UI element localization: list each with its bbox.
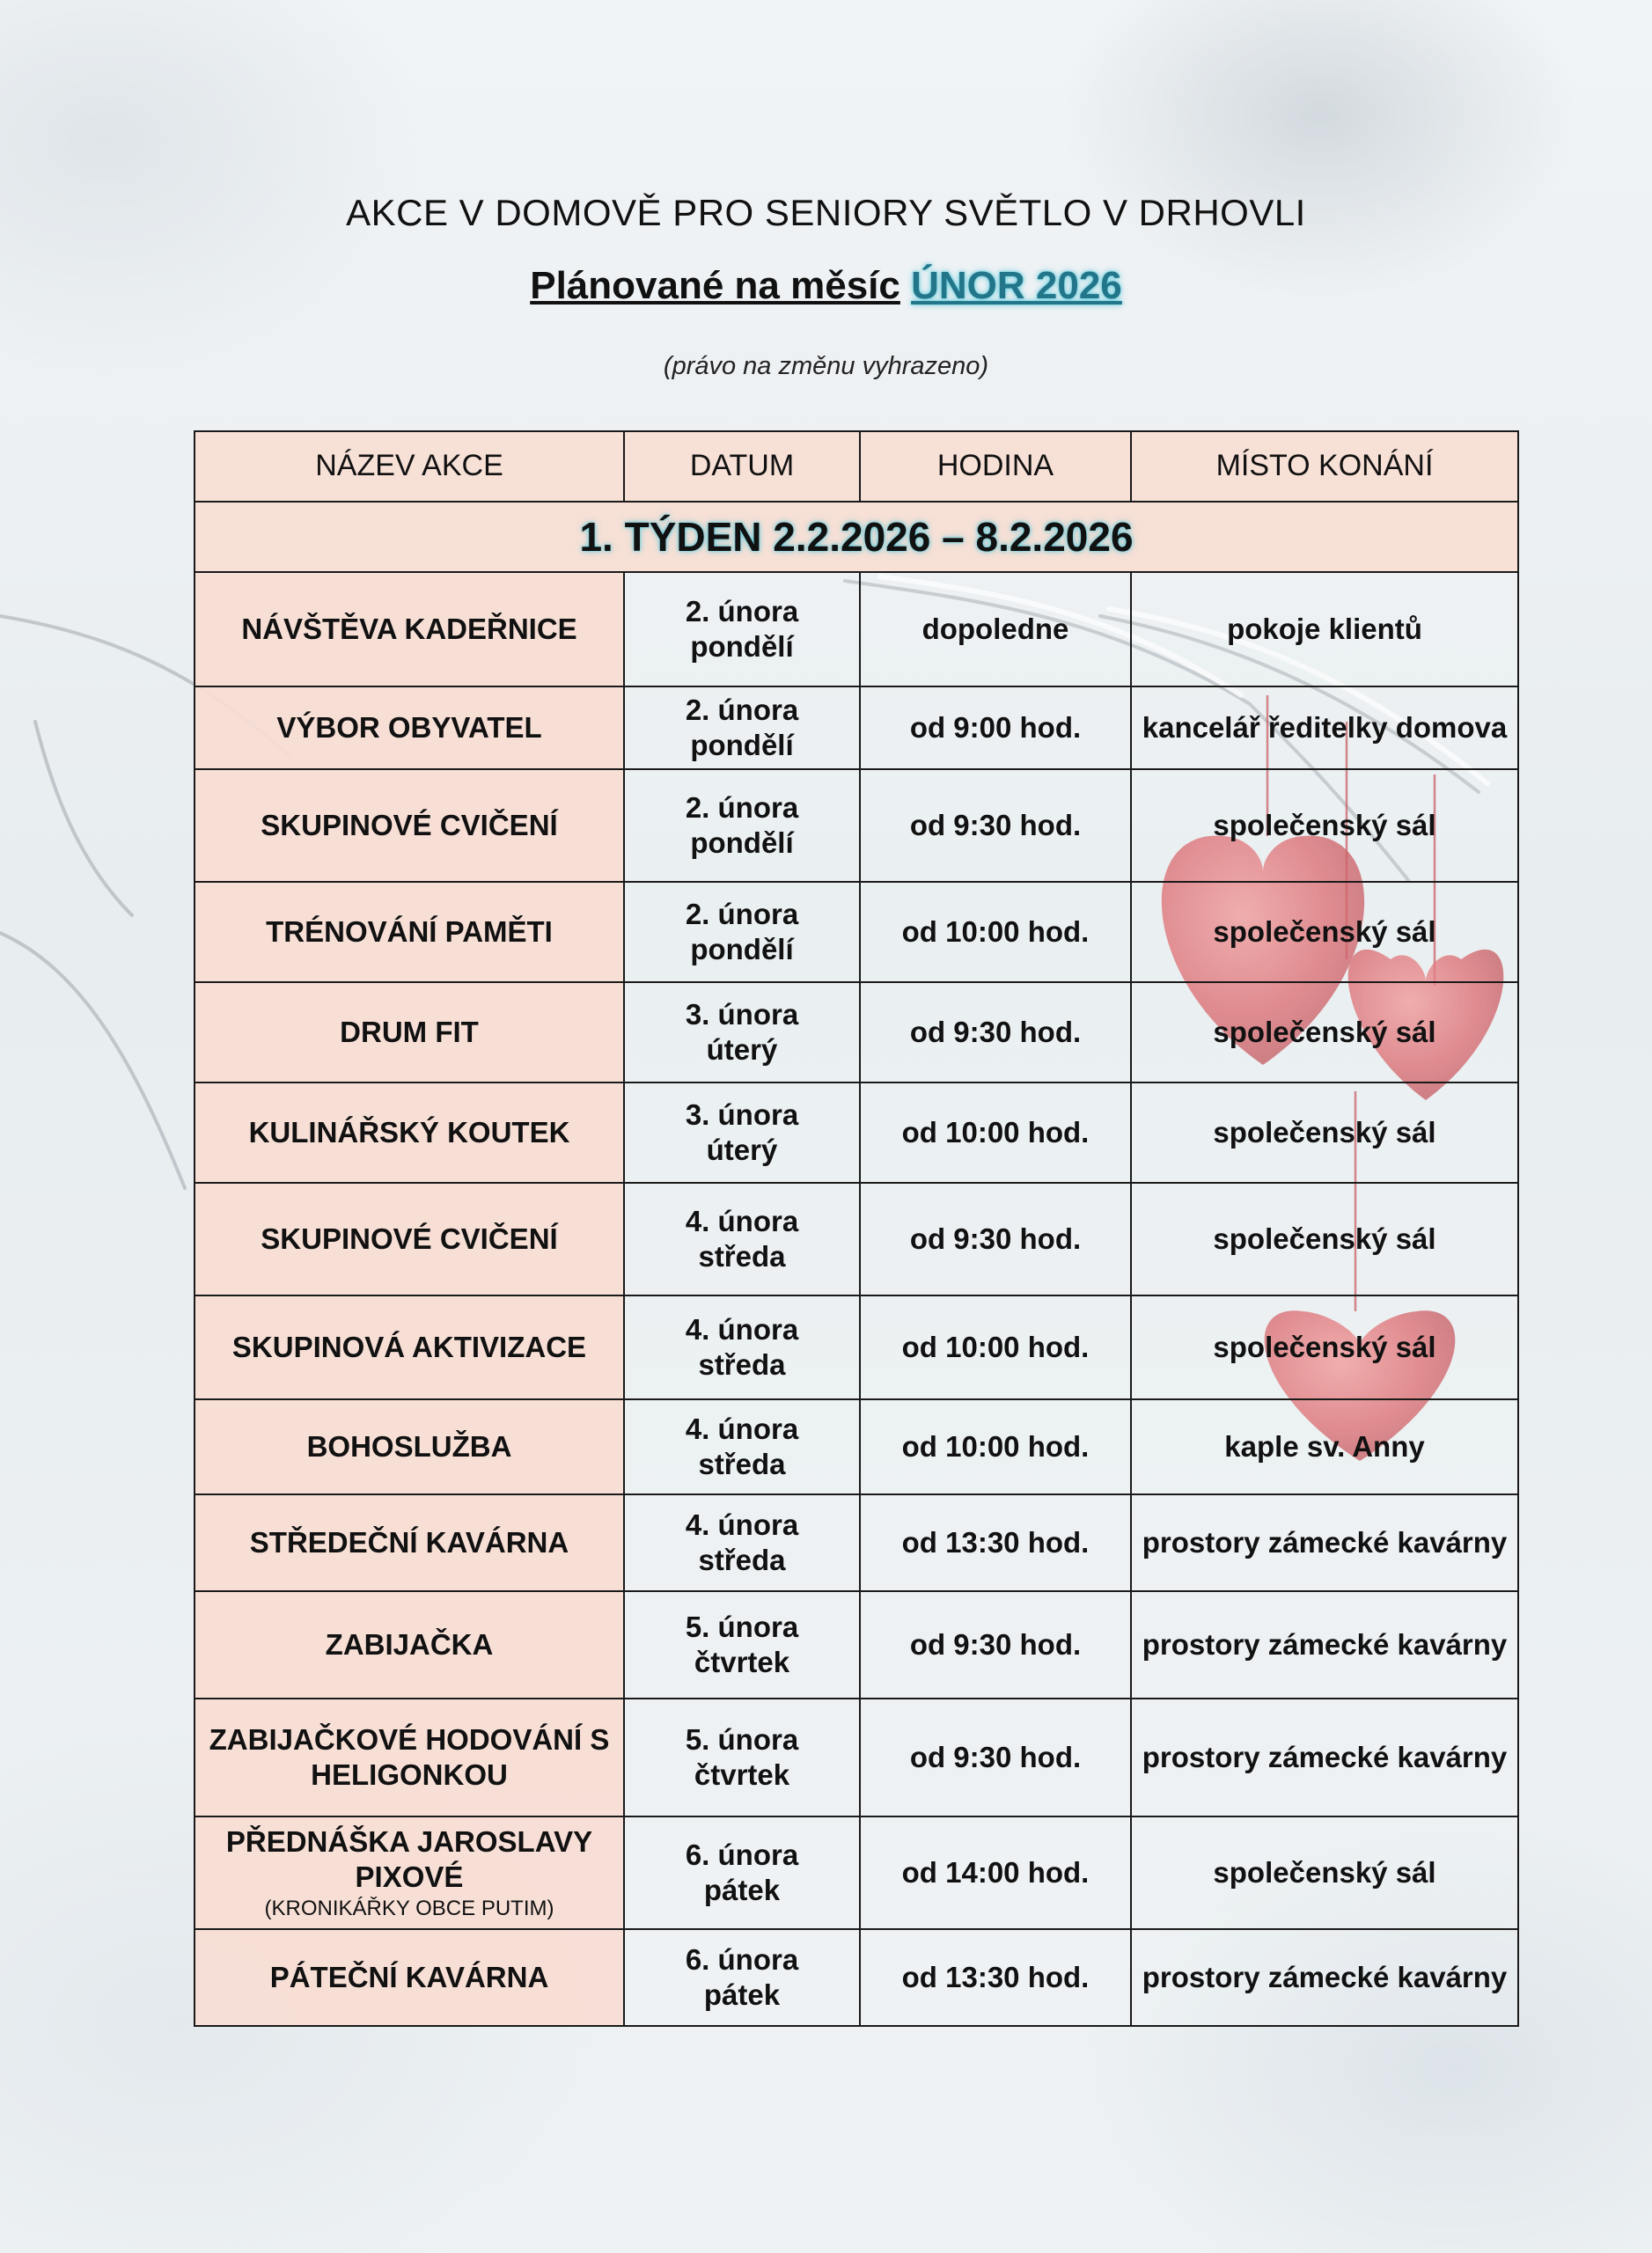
event-date-cell [624, 686, 860, 769]
event-date: 4. února [685, 1508, 799, 1541]
event-name: VÝBOR OBYVATEL [276, 710, 542, 744]
event-date-cell [624, 1591, 860, 1699]
table-row [195, 572, 1518, 686]
event-place: prostory zámecké kavárny [1131, 1929, 1518, 2026]
event-name-cell [195, 1494, 624, 1591]
event-day: pátek [703, 1978, 781, 2011]
event-day: pondělí [690, 933, 794, 965]
event-name-cell [195, 1183, 624, 1295]
event-name: SKUPINOVÉ CVIČENÍ [261, 1222, 558, 1255]
event-time: od 10:00 hod. [860, 1295, 1131, 1399]
event-date-cell [624, 982, 860, 1082]
event-name-cell [195, 1295, 624, 1399]
event-name: ZABIJAČKA [325, 1627, 494, 1661]
table-row [195, 686, 1518, 769]
event-day: pátek [703, 1874, 781, 1906]
event-date-cell [624, 1699, 860, 1816]
event-name-cell [195, 882, 624, 982]
event-name: SKUPINOVÁ AKTIVIZACE [231, 1330, 587, 1363]
event-name-cell [195, 572, 624, 686]
event-place: prostory zámecké kavárny [1131, 1699, 1518, 1816]
subtitle-month: ÚNOR 2026 [911, 264, 1122, 307]
event-place: kancelář ředitelky domova [1131, 686, 1518, 769]
event-date: 5. února [685, 1722, 799, 1756]
event-date: 4. února [685, 1412, 799, 1445]
table-row [195, 1816, 1518, 1929]
event-time: od 10:00 hod. [860, 1399, 1131, 1494]
table-row [195, 769, 1518, 882]
event-date-cell [624, 1183, 860, 1295]
page-subtitle [0, 264, 1652, 308]
event-name: ZABIJAČKOVÉ HODOVÁNÍ S HELIGONKOU [209, 1722, 610, 1791]
event-name-cell [195, 1399, 624, 1494]
column-header-date: DATUM [624, 431, 860, 502]
table-row [195, 982, 1518, 1082]
event-time: od 9:00 hod. [860, 686, 1131, 769]
event-name: BOHOSLUŽBA [306, 1429, 512, 1463]
event-place: společenský sál [1131, 1183, 1518, 1295]
event-place: prostory zámecké kavárny [1131, 1591, 1518, 1699]
event-day: úterý [706, 1134, 778, 1166]
event-name: STŘEDEČNÍ KAVÁRNA [249, 1525, 569, 1559]
event-time: od 10:00 hod. [860, 882, 1131, 982]
event-place: společenský sál [1131, 882, 1518, 982]
event-name: TRÉNOVÁNÍ PAMĚTI [266, 914, 553, 948]
event-place: společenský sál [1131, 1295, 1518, 1399]
event-place: prostory zámecké kavárny [1131, 1494, 1518, 1591]
table-row [195, 1699, 1518, 1816]
event-day: středa [698, 1448, 786, 1480]
event-name-cell [195, 982, 624, 1082]
event-name: DRUM FIT [340, 1015, 479, 1048]
event-time: od 13:30 hod. [860, 1929, 1131, 2026]
event-date-cell [624, 769, 860, 882]
event-place: společenský sál [1131, 1082, 1518, 1183]
event-time: od 9:30 hod. [860, 1183, 1131, 1295]
event-date: 3. února [685, 997, 799, 1031]
event-time: dopoledne [860, 572, 1131, 686]
event-day: čtvrtek [694, 1758, 790, 1791]
event-name-cell [195, 769, 624, 882]
week-row [195, 502, 1518, 572]
event-time: od 9:30 hod. [860, 982, 1131, 1082]
column-header-name: NÁZEV AKCE [195, 431, 624, 502]
event-date: 2. února [685, 693, 799, 726]
event-place: kaple sv. Anny [1131, 1399, 1518, 1494]
table-row [195, 882, 1518, 982]
column-header-time: HODINA [860, 431, 1131, 502]
event-date: 2. února [685, 594, 799, 627]
event-day: pondělí [690, 826, 794, 859]
event-day: pondělí [690, 729, 794, 761]
event-date-cell [624, 1082, 860, 1183]
event-name-note: (KRONIKÁŘKY OBCE PUTIM) [264, 1896, 554, 1920]
event-day: středa [698, 1240, 786, 1273]
event-name-cell [195, 686, 624, 769]
event-date: 5. února [685, 1610, 799, 1643]
event-name-cell [195, 1591, 624, 1699]
event-name: NÁVŠTĚVA KADEŘNICE [241, 612, 577, 645]
event-place: pokoje klientů [1131, 572, 1518, 686]
table-header-row [195, 431, 1518, 502]
event-date-cell [624, 1399, 860, 1494]
event-date: 6. února [685, 1942, 799, 1976]
subtitle-lead: Plánované na měsíc [530, 264, 900, 307]
event-place: společenský sál [1131, 769, 1518, 882]
event-date: 2. února [685, 790, 799, 824]
event-day: středa [698, 1544, 786, 1576]
event-time: od 14:00 hod. [860, 1816, 1131, 1929]
events-table [194, 430, 1519, 2027]
table-row [195, 1082, 1518, 1183]
event-name-cell [195, 1699, 624, 1816]
table-row [195, 1929, 1518, 2026]
table-row [195, 1591, 1518, 1699]
event-name: PŘEDNÁŠKA JAROSLAVY PIXOVÉ [225, 1825, 593, 1894]
event-date: 6. února [685, 1838, 799, 1871]
event-day: čtvrtek [694, 1646, 790, 1678]
event-date: 4. února [685, 1312, 799, 1346]
event-time: od 9:30 hod. [860, 1699, 1131, 1816]
event-place: společenský sál [1131, 1816, 1518, 1929]
event-time: od 10:00 hod. [860, 1082, 1131, 1183]
event-time: od 9:30 hod. [860, 1591, 1131, 1699]
table-row [195, 1295, 1518, 1399]
table-row [195, 1183, 1518, 1295]
page-title: AKCE V DOMOVĚ PRO SENIORY SVĚTLO V DRHOVLI [346, 192, 1306, 233]
event-place: společenský sál [1131, 982, 1518, 1082]
event-name: KULINÁŘSKÝ KOUTEK [248, 1115, 570, 1149]
event-name-cell [195, 1929, 624, 2026]
event-date: 2. února [685, 897, 799, 930]
event-name: PÁTEČNÍ KAVÁRNA [269, 1960, 549, 1993]
event-date-cell [624, 1929, 860, 2026]
event-name-cell [195, 1082, 624, 1183]
week-label: 1. TÝDEN 2.2.2026 – 8.2.2026 [195, 502, 1518, 572]
event-name-cell [195, 1816, 624, 1929]
event-date-cell [624, 572, 860, 686]
event-date: 4. února [685, 1204, 799, 1237]
event-date-cell [624, 1494, 860, 1591]
disclaimer-note: (právo na změnu vyhrazeno) [663, 352, 989, 380]
event-date-cell [624, 882, 860, 982]
event-name: SKUPINOVÉ CVIČENÍ [261, 808, 558, 841]
event-date-cell [624, 1295, 860, 1399]
event-time: od 9:30 hod. [860, 769, 1131, 882]
table-row [195, 1399, 1518, 1494]
column-header-place: MÍSTO KONÁNÍ [1131, 431, 1518, 502]
table-row [195, 1494, 1518, 1591]
event-date-cell [624, 1816, 860, 1929]
event-time: od 13:30 hod. [860, 1494, 1131, 1591]
event-day: pondělí [690, 630, 794, 663]
event-day: úterý [706, 1033, 778, 1066]
event-date: 3. února [685, 1097, 799, 1131]
event-day: středa [698, 1348, 786, 1381]
